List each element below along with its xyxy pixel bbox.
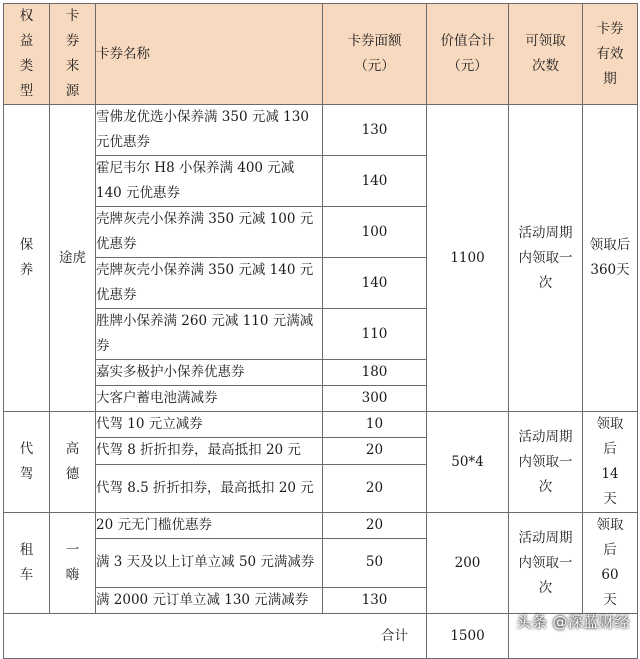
benefits-table (3, 3, 638, 659)
coupon-value: 50 (323, 539, 427, 587)
coupon-value: 20 (323, 513, 427, 539)
coupon-name: 代驾 8 折折扣券，最高抵扣 20 元 (96, 438, 323, 464)
table-row (4, 105, 638, 156)
coupon-name: 胜牌小保养满 260 元减 110 元满减券 (96, 309, 323, 360)
header-total-value: 价值合计（元） (427, 4, 509, 105)
total-label: 合计 (4, 614, 427, 659)
header-validity: 卡券有效期 (583, 4, 638, 105)
coupon-value: 20 (323, 464, 427, 513)
validity-cell: 领取后14天 (583, 412, 638, 513)
coupon-value: 100 (323, 207, 427, 258)
coupon-name: 满 3 天及以上订单立减 50 元满减券 (96, 539, 323, 587)
coupon-value: 130 (323, 105, 427, 156)
coupon-name: 满 2000 元订单立减 130 元满减券 (96, 587, 323, 613)
header-face-value: 卡券面额（元） (323, 4, 427, 105)
coupon-name: 嘉实多极护小保养优惠券 (96, 360, 323, 386)
coupon-value: 20 (323, 438, 427, 464)
source-cell: 高德 (50, 412, 96, 513)
type-cell: 代驾 (4, 412, 50, 513)
coupon-value: 180 (323, 360, 427, 386)
watermark: 头条 @深蓝财经 (516, 613, 630, 631)
coupon-value: 300 (323, 386, 427, 412)
coupon-name: 代驾 10 元立减券 (96, 412, 323, 438)
header-claim-times: 可领取次数 (509, 4, 583, 105)
coupon-value: 110 (323, 309, 427, 360)
total-cell: 50*4 (427, 412, 509, 513)
total-cell: 200 (427, 513, 509, 614)
coupon-name: 大客户蓄电池满减券 (96, 386, 323, 412)
coupon-name: 20 元无门槛优惠券 (96, 513, 323, 539)
table-row (4, 412, 638, 438)
header-row (4, 4, 638, 105)
header-name: 卡券名称 (96, 4, 323, 105)
grand-total: 1500 (427, 614, 509, 659)
coupon-value: 140 (323, 156, 427, 207)
table-row (4, 513, 638, 539)
coupon-name: 壳牌灰壳小保养满 350 元减 100 元优惠券 (96, 207, 323, 258)
type-cell: 租车 (4, 513, 50, 614)
claim-cell: 活动周期内领取一次 (509, 513, 583, 614)
claim-cell: 活动周期内领取一次 (509, 105, 583, 412)
coupon-value: 130 (323, 587, 427, 613)
header-type: 权益类型 (4, 4, 50, 105)
source-cell: 一嗨 (50, 513, 96, 614)
header-source: 卡券来源 (50, 4, 96, 105)
coupon-name: 代驾 8.5 折折扣券，最高抵扣 20 元 (96, 464, 323, 513)
validity-cell: 领取后360天 (583, 105, 638, 412)
coupon-name: 壳牌灰壳小保养满 350 元减 140 元优惠券 (96, 258, 323, 309)
validity-cell: 领取后60天 (583, 513, 638, 614)
type-cell: 保养 (4, 105, 50, 412)
coupon-value: 140 (323, 258, 427, 309)
coupon-name: 霍尼韦尔 H8 小保养满 400 元减 140 元优惠券 (96, 156, 323, 207)
coupon-value: 10 (323, 412, 427, 438)
total-cell: 1100 (427, 105, 509, 412)
source-cell: 途虎 (50, 105, 96, 412)
claim-cell: 活动周期内领取一次 (509, 412, 583, 513)
coupon-name: 雪佛龙优选小保养满 350 元减 130 元优惠券 (96, 105, 323, 156)
